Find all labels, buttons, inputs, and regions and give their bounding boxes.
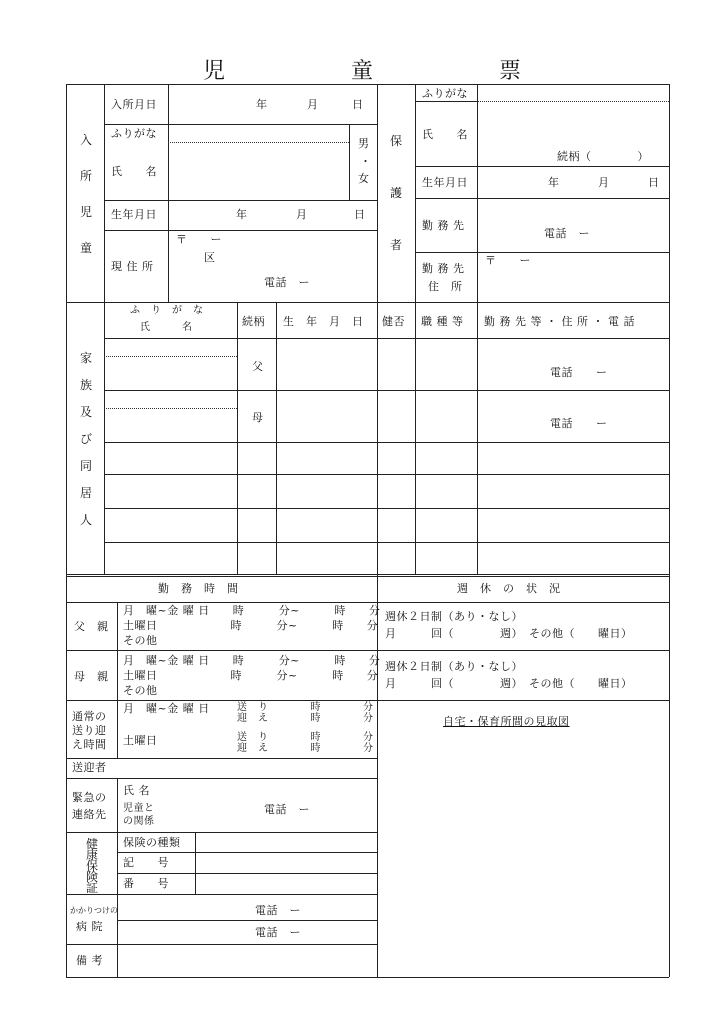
child-section-label-3: 児 xyxy=(80,205,93,219)
father-holiday-line2: 月 回（ 週） その他（ 曜日） xyxy=(385,627,633,640)
weekly-holiday-header: 週 休 の 状 況 xyxy=(457,582,561,595)
family-label-5: 同 xyxy=(80,459,93,473)
emergency-relation-2: の関係 xyxy=(123,816,155,827)
family-col-birth: 生 年 月 日 xyxy=(283,315,364,328)
hospital-phone-1: 電話 ー xyxy=(255,904,301,917)
family-label-4: び xyxy=(80,432,93,446)
family-label-7: 人 xyxy=(80,513,93,527)
workplace-address-label-2: 住 所 xyxy=(428,280,463,293)
escort-label: 送迎者 xyxy=(72,761,107,774)
admission-date-label: 入所月日 xyxy=(111,98,157,111)
birth-day: 日 xyxy=(354,208,366,221)
work-hours-header: 勤 務 時 間 xyxy=(158,582,239,595)
insurance-label-3: 保 xyxy=(86,859,99,873)
guardian-name-label: 氏 名 xyxy=(422,128,468,141)
emergency-relation-1: 児童と xyxy=(123,803,155,814)
guardian-birth-day: 日 xyxy=(648,176,660,189)
family-col-health: 健否 xyxy=(382,315,405,328)
family-label-2: 族 xyxy=(80,378,93,392)
father-work-label: 父 親 xyxy=(74,620,109,633)
child-phone: 電話 ー xyxy=(264,276,310,289)
commute-saturday: 土曜日 xyxy=(123,734,158,747)
workplace-address-label-1: 勤 務 先 xyxy=(422,262,465,275)
child-section-label-4: 童 xyxy=(80,241,93,255)
child-birth-date-label: 生年月日 xyxy=(111,208,157,221)
guardian-relation: 続柄（ ） xyxy=(557,150,649,163)
emergency-name-label: 氏 名 xyxy=(123,784,150,797)
insurance-label-4: 険 xyxy=(86,870,99,884)
insurance-number-label: 番 号 xyxy=(123,877,169,890)
child-furigana-label: ふりがな xyxy=(111,127,157,140)
family-mother-phone: 電話 ー xyxy=(550,417,608,430)
commute-label-1: 通常の xyxy=(72,710,107,723)
family-col-relation: 続柄 xyxy=(242,315,265,328)
remarks-label: 備 考 xyxy=(76,954,103,967)
gender-female[interactable]: 女 xyxy=(358,172,370,185)
hospital-label: 病 院 xyxy=(76,920,103,933)
gender-separator: ・ xyxy=(360,155,372,168)
family-col-furigana: ふ り が な xyxy=(130,305,204,316)
guardian-furigana-label: ふりがな xyxy=(422,87,468,100)
workplace-postal: 〒 ー xyxy=(485,254,531,267)
guardian-birth-date-label: 生年月日 xyxy=(422,176,468,189)
family-col-work: 勤 務 先 等 ・ 住 所 ・ 電 話 xyxy=(484,315,635,328)
family-col-name: 氏 名 xyxy=(140,322,193,333)
birth-month: 月 xyxy=(296,208,308,221)
workplace-phone: 電話 ー xyxy=(544,227,590,240)
emergency-label-1: 緊急の xyxy=(72,791,107,804)
family-label-3: 及 xyxy=(80,405,93,419)
child-postal: 〒 ー xyxy=(176,233,222,246)
map-title: 自宅・保育所間の見取図 xyxy=(443,715,570,728)
guardian-section-label-3: 者 xyxy=(390,238,403,252)
gender-male[interactable]: 男 xyxy=(358,137,370,150)
map-area[interactable] xyxy=(378,735,668,975)
admission-day: 日 xyxy=(352,98,364,111)
child-section-label-1: 入 xyxy=(80,133,93,147)
father-other-hours: その他 xyxy=(123,634,158,647)
child-ward: 区 xyxy=(204,251,216,264)
commute-label-3: え時間 xyxy=(72,738,107,751)
commute-weekday-send: 送 り 時 分 xyxy=(237,702,374,713)
mother-holiday-line2: 月 回（ 週） その他（ 曜日） xyxy=(385,677,633,690)
commute-label-2: 送り迎 xyxy=(72,724,107,737)
page-title: 児 童 票 xyxy=(202,59,573,84)
family-col-occupation: 職 種 等 xyxy=(421,315,464,328)
insurance-label-2: 康 xyxy=(86,848,99,862)
commute-saturday-pick: 迎 え 時 分 xyxy=(237,743,374,754)
admission-month: 月 xyxy=(307,98,319,111)
emergency-phone: 電話 ー xyxy=(264,803,310,816)
child-name-label: 氏 名 xyxy=(111,165,157,178)
mother-holiday-line1: 週休２日制（あり・なし） xyxy=(385,660,523,673)
insurance-label-1: 健 xyxy=(86,837,99,851)
guardian-section-label-2: 護 xyxy=(390,186,403,200)
mother-other-hours: その他 xyxy=(123,684,158,697)
family-label-1: 家 xyxy=(80,351,93,365)
commute-weekday: 月 曜~金 曜 日 xyxy=(123,702,210,715)
emergency-label-2: 連絡先 xyxy=(72,808,107,821)
commute-saturday-send: 送 り 時 分 xyxy=(237,732,374,743)
insurance-type-label: 保険の種類 xyxy=(123,836,181,849)
guardian-birth-year: 年 xyxy=(548,176,560,189)
address-label: 現 住 所 xyxy=(111,260,154,273)
admission-year: 年 xyxy=(256,98,268,111)
commute-weekday-pick: 迎 え 時 分 xyxy=(237,713,374,724)
hospital-label-top: かかりつけの xyxy=(70,906,118,915)
father-saturday-hours: 土曜日 時 分~ 時 分 xyxy=(123,619,379,632)
father-holiday-line1: 週休２日制（あり・なし） xyxy=(385,610,523,623)
mother-weekday-hours: 月 曜~金 曜 日 時 分~ 時 分 xyxy=(123,654,381,667)
father-weekday-hours: 月 曜~金 曜 日 時 分~ 時 分 xyxy=(123,604,381,617)
family-mother-relation: 母 xyxy=(252,411,264,424)
hospital-phone-2: 電話 ー xyxy=(255,926,301,939)
guardian-section-label-1: 保 xyxy=(390,134,403,148)
workplace-label: 勤 務 先 xyxy=(422,219,465,232)
child-section-label-2: 所 xyxy=(80,169,93,183)
guardian-birth-month: 月 xyxy=(598,176,610,189)
mother-saturday-hours: 土曜日 時 分~ 時 分 xyxy=(123,669,379,682)
insurance-symbol-label: 記 号 xyxy=(123,856,169,869)
insurance-label-5: 証 xyxy=(86,881,99,895)
family-father-relation: 父 xyxy=(252,360,264,373)
birth-year: 年 xyxy=(236,208,248,221)
family-father-phone: 電話 ー xyxy=(550,366,608,379)
family-label-6: 居 xyxy=(80,486,93,500)
mother-work-label: 母 親 xyxy=(74,670,109,683)
